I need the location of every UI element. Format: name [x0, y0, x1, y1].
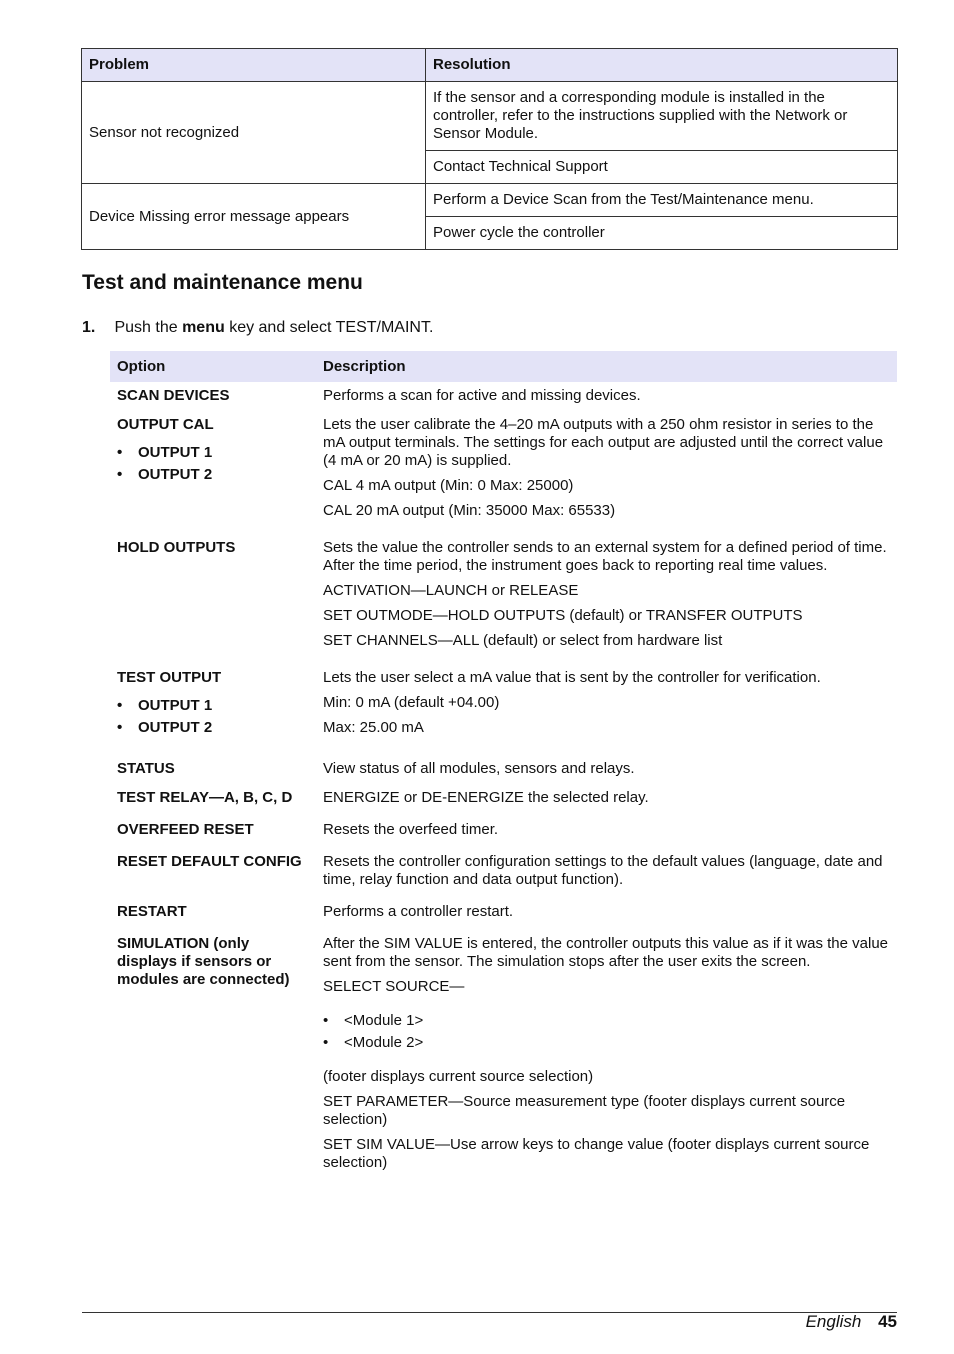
- table-row: [110, 845, 897, 895]
- module-list: [323, 1012, 890, 1052]
- resolution-cell: Perform a Device Scan from the Test/Maintenance menu.: [426, 184, 898, 217]
- description-line: Resets the overfeed timer.: [323, 821, 499, 838]
- option-description: [316, 895, 897, 927]
- description-line: Performs a controller restart.: [323, 903, 514, 920]
- description-line: (footer displays current source selection): [323, 1068, 594, 1085]
- table-row: [110, 895, 897, 927]
- step-key: menu: [182, 319, 225, 336]
- option-description: [316, 656, 897, 747]
- list-item: • OUTPUT 2: [117, 466, 309, 484]
- description-line: After the SIM VALUE is entered, the controller outputs this value as if it was the value sent from the sensor. The simulation stops after the user exits the screen.: [323, 935, 889, 970]
- option-description: [316, 813, 897, 845]
- option-name: TEST RELAY—A, B, C, D: [117, 789, 293, 806]
- description-line: SET PARAMETER—Source measurement type (footer displays current source selection): [323, 1093, 846, 1128]
- step-text-post: key and select TEST/MAINT.: [229, 319, 434, 336]
- table-row: [110, 813, 897, 845]
- table-row: [110, 656, 897, 747]
- table-row: [110, 747, 897, 784]
- option-cell: [110, 656, 316, 747]
- table-row: [110, 411, 897, 526]
- description-line: Performs a scan for active and missing devices.: [323, 387, 641, 404]
- description-line: SET OUTMODE—HOLD OUTPUTS (default) or TRANSFER OUTPUTS: [323, 607, 803, 624]
- header-problem: Problem: [82, 49, 426, 82]
- list-item: • OUTPUT 1: [117, 444, 309, 462]
- option-name: OUTPUT CAL: [117, 416, 214, 433]
- option-description: [316, 747, 897, 784]
- option-description: [316, 927, 897, 1178]
- option-name: HOLD OUTPUTS: [117, 539, 236, 556]
- options-table: [110, 351, 897, 1178]
- table-row: [82, 184, 898, 217]
- description-line: ACTIVATION—LAUNCH or RELEASE: [323, 582, 579, 599]
- problem-cell: Sensor not recognized: [82, 82, 426, 184]
- header-option: Option: [110, 351, 316, 382]
- option-bullets: [117, 444, 309, 484]
- header-description: Description: [316, 351, 897, 382]
- list-item: • <Module 1>: [323, 1012, 890, 1030]
- step-1: [82, 318, 433, 338]
- option-name: TEST OUTPUT: [117, 669, 222, 686]
- option-description: [316, 845, 897, 895]
- page-footer: [806, 1312, 897, 1332]
- description-line: SELECT SOURCE—: [323, 978, 465, 995]
- list-item: • <Module 2>: [323, 1034, 890, 1052]
- resolution-cell: If the sensor and a corresponding module is installed in the controller, refer to the instructions supplied with the Network or Sensor Module.: [426, 82, 898, 151]
- footer-language: English: [805, 1312, 862, 1331]
- option-name: OVERFEED RESET: [117, 821, 254, 838]
- step-number: 1.: [82, 319, 96, 336]
- description-line: SET SIM VALUE—Use arrow keys to change value (footer displays current source selection): [323, 1136, 870, 1171]
- option-name: RESTART: [117, 903, 187, 920]
- option-description: [316, 411, 897, 526]
- list-item: • OUTPUT 1: [117, 697, 309, 715]
- step-text-pre: Push the: [114, 319, 178, 336]
- option-name: SIMULATION (only displays if sensors or modules are connected): [117, 935, 290, 988]
- footer-divider: [82, 1312, 897, 1313]
- resolution-cell: Power cycle the controller: [426, 217, 898, 250]
- description-line: View status of all modules, sensors and relays.: [323, 760, 635, 777]
- description-line: Lets the user select a mA value that is sent by the controller for verification.: [323, 669, 821, 686]
- page-number: 45: [878, 1312, 897, 1331]
- option-name: RESET DEFAULT CONFIG: [117, 853, 302, 870]
- table-row: [110, 927, 897, 1178]
- option-bullets: [117, 697, 309, 737]
- resolution-cell: Contact Technical Support: [426, 151, 898, 184]
- problem-cell: Device Missing error message appears: [82, 184, 426, 250]
- description-line: Min: 0 mA (default +04.00): [323, 694, 500, 711]
- table-row: [110, 526, 897, 656]
- table-header-row: [110, 351, 897, 382]
- description-line: Sets the value the controller sends to an external system for a defined period of time. After the time period, the instrument goes back to reporting real time values.: [323, 539, 887, 574]
- description-line: SET CHANNELS—ALL (default) or select from hardware list: [323, 632, 723, 649]
- description-line: Max: 25.00 mA: [323, 719, 424, 736]
- description-line: CAL 20 mA output (Min: 35000 Max: 65533): [323, 502, 616, 519]
- description-line: ENERGIZE or DE-ENERGIZE the selected relay.: [323, 789, 649, 806]
- troubleshooting-table: [81, 48, 898, 250]
- table-row: [82, 82, 898, 151]
- option-name: SCAN DEVICES: [117, 387, 230, 404]
- option-description: [316, 526, 897, 656]
- table-row: [110, 784, 897, 813]
- description-line: Resets the controller configuration settings to the default values (language, date and time, relay function and data output function).: [323, 853, 883, 888]
- description-line: CAL 4 mA output (Min: 0 Max: 25000): [323, 477, 574, 494]
- list-item: • OUTPUT 2: [117, 719, 309, 737]
- description-line: Lets the user calibrate the 4–20 mA outputs with a 250 ohm resistor in series to the mA output terminals. The settings for each output are adjusted until the correct value (4 mA or 20 mA) is supplied.: [323, 416, 884, 469]
- table-header-row: [82, 49, 898, 82]
- option-cell: [110, 411, 316, 526]
- option-name: STATUS: [117, 760, 175, 777]
- header-resolution: Resolution: [426, 49, 898, 82]
- option-description: [316, 784, 897, 813]
- section-title: Test and maintenance menu: [82, 271, 363, 294]
- option-description: [316, 382, 897, 411]
- table-row: [110, 382, 897, 411]
